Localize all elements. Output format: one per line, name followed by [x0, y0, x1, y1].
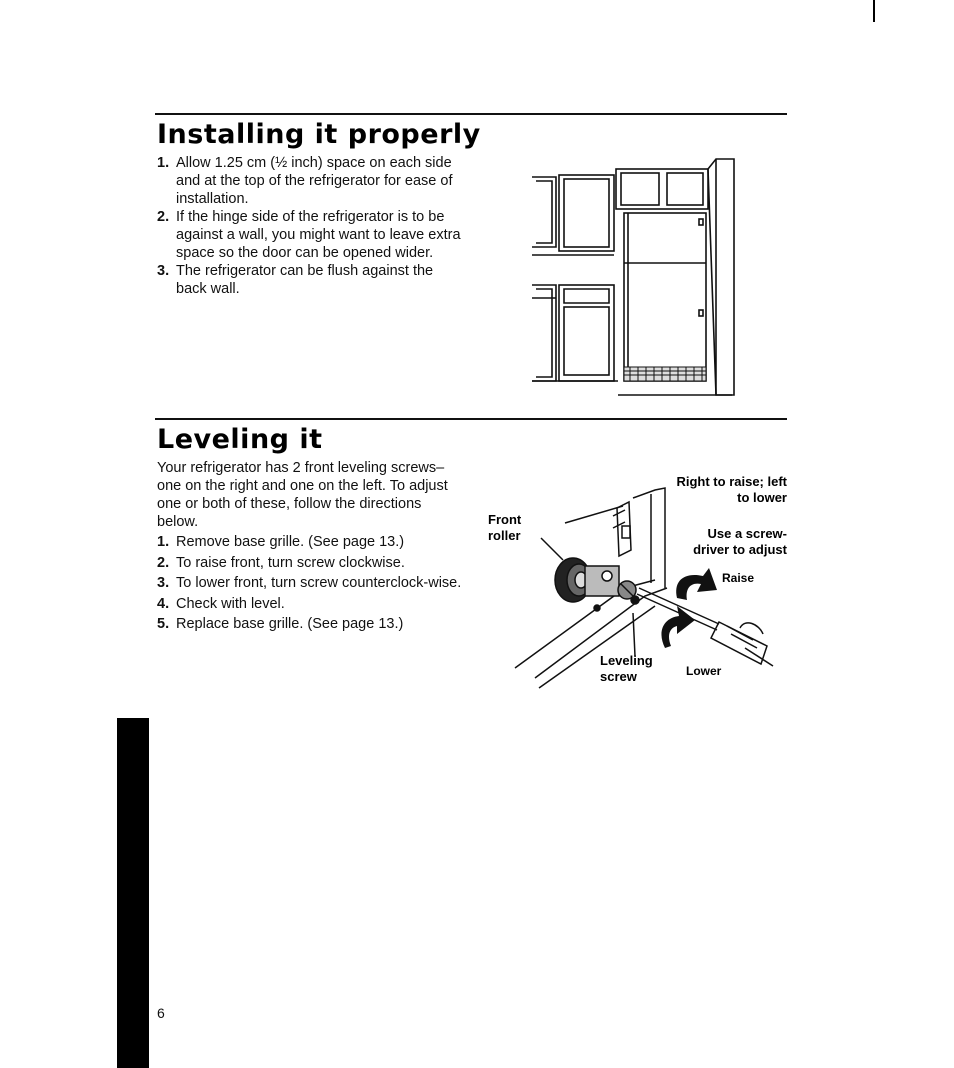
step-number: 4. [157, 595, 170, 612]
heading-leveling: Leveling it [157, 424, 323, 455]
step-text: Check with level. [176, 595, 285, 612]
step-number: 3. [157, 263, 170, 279]
step-text: To raise front, turn screw clockwise. [176, 554, 405, 571]
step-text: Remove base grille. (See page 13.) [176, 534, 405, 550]
step-number: 2. [157, 554, 170, 571]
refrigerator-in-cabinets-illustration [526, 155, 742, 399]
step-number: 3. [157, 575, 170, 591]
label-front-roller: Front roller [488, 512, 522, 543]
label-leveling-screw: Leveling screw [600, 653, 653, 684]
step-number: 1. [157, 534, 170, 550]
section-rule-leveling [155, 418, 787, 420]
step-number: 1. [157, 155, 170, 171]
sidebar-tab [117, 718, 149, 1068]
label-raise: Raise [722, 571, 755, 585]
step-text: Replace base grille. (See page 13.) [176, 616, 404, 632]
section-rule-installing [155, 113, 787, 115]
page-edge-mark [873, 0, 875, 22]
label-use-screwdriver: Use a screw-driver to adjust [693, 526, 787, 557]
installing-step [157, 208, 467, 262]
leveling-steps-list [157, 532, 462, 635]
raise-arrow-icon [676, 568, 717, 600]
leveling-intro: Your refrigerator has 2 front leveling screws–one on the right and one on the left. To adjust one or both of these, follow the directions below. [157, 460, 448, 530]
heading-installing: Installing it properly [157, 119, 481, 150]
step-text: To lower front, turn screw counterclock-wise. [176, 575, 462, 591]
step-number: 5. [157, 616, 170, 632]
installing-step [157, 262, 467, 298]
installing-steps-list [157, 154, 467, 298]
label-right-to-raise: Right to raise; left to lower [676, 474, 787, 505]
page-number: 6 [157, 1005, 165, 1021]
step-text: If the hinge side of the refrigerator is to be against a wall, you might want to leave extra space so the door can be opened wider. [176, 209, 461, 261]
label-lower: Lower [686, 664, 722, 678]
leveling-step [157, 614, 457, 635]
step-number: 2. [157, 209, 170, 225]
leveling-step [157, 532, 457, 553]
leveling-step [157, 573, 466, 594]
installing-step [157, 154, 467, 208]
leveling-step [157, 553, 457, 574]
leveling-step [157, 594, 457, 615]
step-text: The refrigerator can be flush against the back wall. [176, 263, 434, 297]
step-text: Allow 1.25 cm (½ inch) space on each side and at the top of the refrigerator for ease of installation. [176, 155, 453, 207]
